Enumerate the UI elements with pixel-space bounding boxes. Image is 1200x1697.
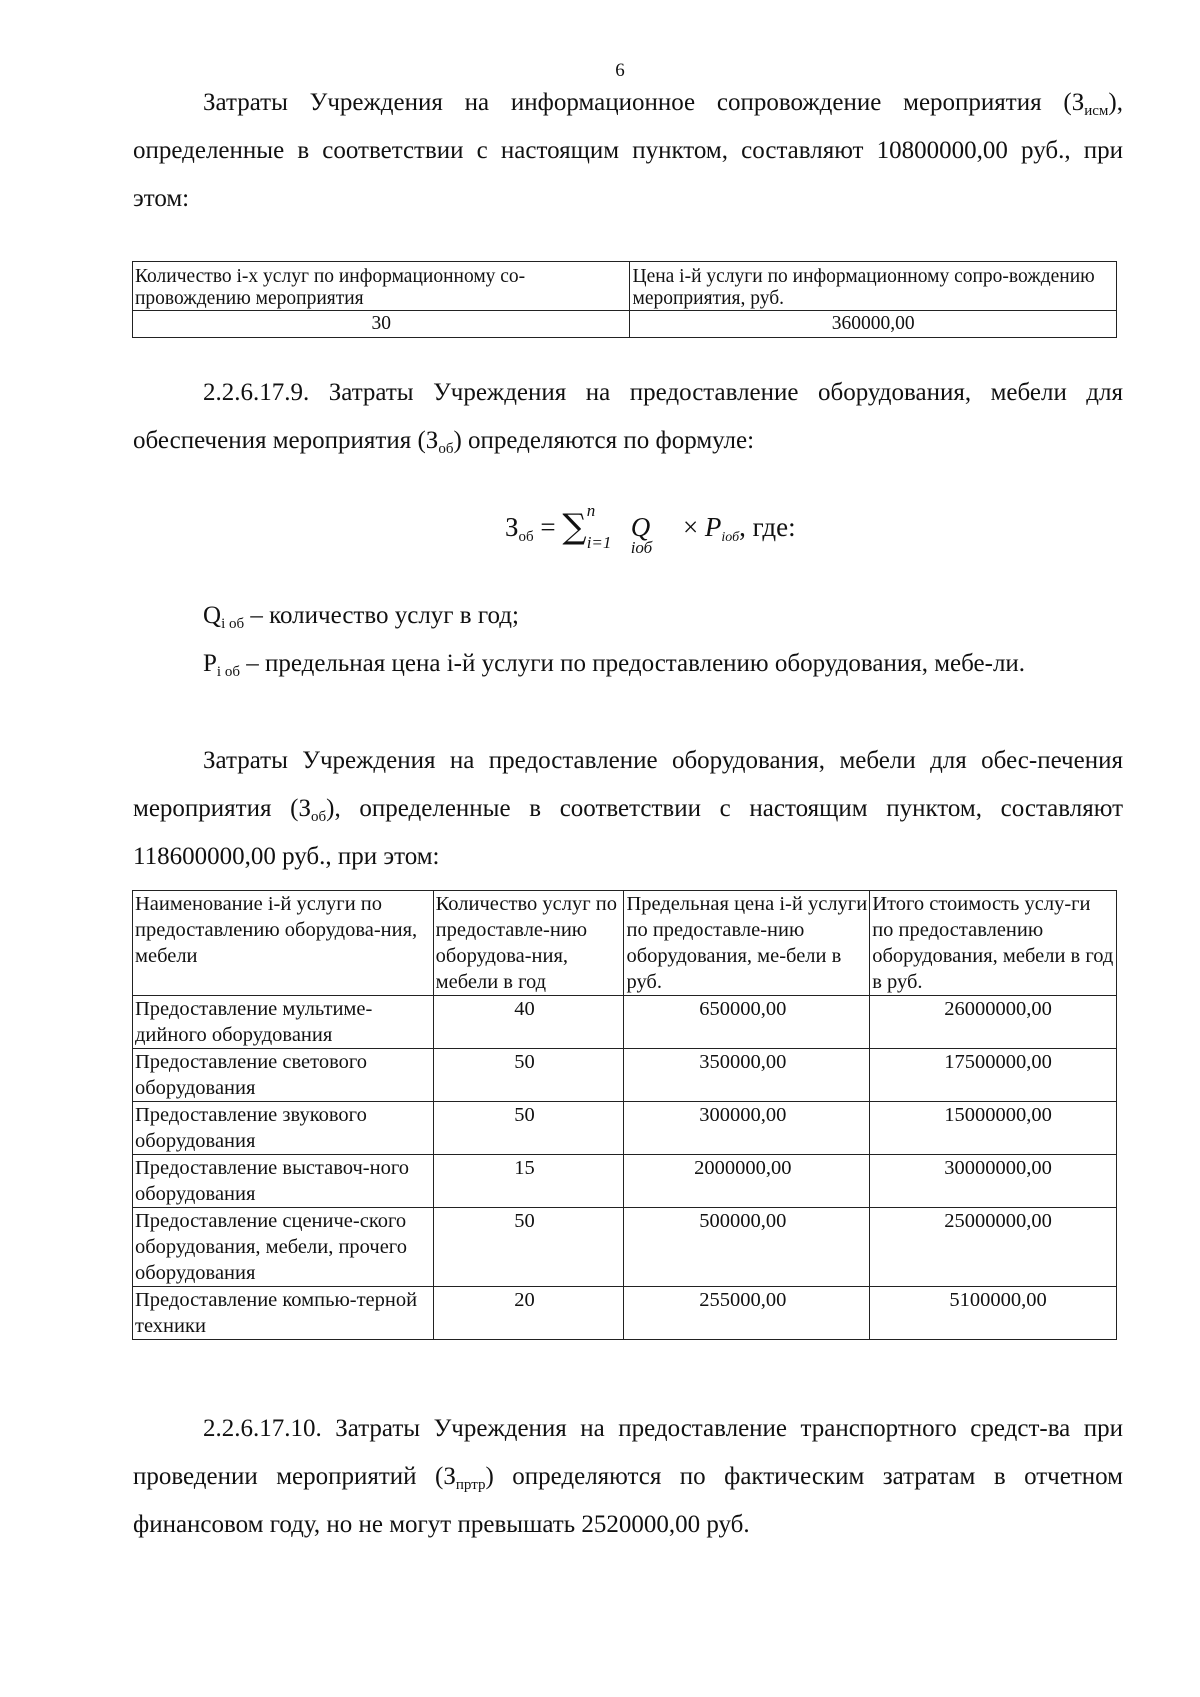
equipment-table (132, 890, 1117, 1340)
definition-q: $Q_{i об}$ – количество услуг в год; (203, 602, 519, 632)
price-cell: 500000,00 (624, 1208, 870, 1287)
service-name-cell: Предоставление выставоч-ного оборудования (133, 1155, 434, 1208)
price-cell: 350000,00 (624, 1049, 870, 1102)
page-number: 6 (615, 60, 625, 81)
table-header-cell: Количество i-х услуг по информационному со-провождению мероприятия (133, 262, 630, 311)
table-row (133, 1102, 1117, 1155)
definition-p: $P_{i об}$ – предельная цена i-й услуги по предоставлению оборудования, мебе-ли. (203, 650, 1026, 680)
subscript-ism: исм (1084, 103, 1109, 119)
price-cell: 2000000,00 (624, 1155, 870, 1208)
table-row (133, 1287, 1117, 1340)
sum-lower-limit: i=1 (586, 532, 612, 552)
table-row (133, 311, 1117, 338)
table-row (133, 1155, 1117, 1208)
price-cell: 650000,00 (624, 996, 870, 1049)
service-name-cell: Предоставление компью-терной техники (133, 1287, 434, 1340)
table-header-cell: Наименование i-й услуги по предоставлению оборудова-ния, мебели (133, 891, 434, 996)
price-cell: 360000,00 (630, 311, 1117, 338)
table-row (133, 1208, 1117, 1287)
table-header-cell: Цена i-й услуги по информационному сопро-вождению мероприятия, руб. (630, 262, 1117, 311)
quantity-cell: 20 (433, 1287, 624, 1340)
quantity-cell: 50 (433, 1102, 624, 1155)
quantity-cell: 40 (433, 996, 624, 1049)
subscript-ob: об (438, 441, 454, 457)
table-header-row (133, 262, 1117, 311)
paragraph-equipment-costs: Затраты Учреждения на предоставление оборудования, мебели для обес-печения мероприятия $(З_{об})$, определенные в соответствии с настоящим пунктом, составляют 118600000,00 руб., при этом: (133, 747, 1124, 870)
paragraph-2-2-6-17-10: 2.2.6.17.10. Затраты Учреждения на предоставление транспортного средст-ва при проведении мероприятий $(З_{пртр})$ определяются по фактическим затратам в отчетном финансовом году, но не могут превышать 2520000,00 руб. (133, 1415, 1123, 1538)
total-cell: 17500000,00 (870, 1049, 1117, 1102)
table-row (133, 996, 1117, 1049)
service-name-cell: Предоставление мультиме-дийного оборудования (133, 996, 434, 1049)
total-cell: 25000000,00 (870, 1208, 1117, 1287)
quantity-cell: 15 (433, 1155, 624, 1208)
subscript-ob: об (311, 809, 327, 825)
quantity-cell: 50 (433, 1049, 624, 1102)
subscript-prtr: пртр (455, 1477, 486, 1493)
sum-upper-limit: n (586, 500, 596, 520)
table-header-cell: Итого стоимость услу-ги по предоставлению оборудования, мебели в год в руб. (870, 891, 1117, 996)
total-cell: 30000000,00 (870, 1155, 1117, 1208)
quantity-cell: 50 (433, 1208, 624, 1287)
sum-symbol: ∑ (562, 507, 587, 547)
service-name-cell: Предоставление светового оборудования (133, 1049, 434, 1102)
total-cell: 5100000,00 (870, 1287, 1117, 1340)
paragraph-2-2-6-17-9: 2.2.6.17.9. Затраты Учреждения на предоставление оборудования, мебели для обеспечения мероприятия $(З_{об})$ определяются по формуле: (133, 379, 1123, 457)
price-cell: 255000,00 (624, 1287, 870, 1340)
table-header-cell: Предельная цена i-й услуги по предоставле-нию оборудования, ме-бели в руб. (624, 891, 870, 996)
total-cell: 26000000,00 (870, 996, 1117, 1049)
quantity-cell: 30 (133, 311, 630, 338)
info-support-table (132, 261, 1117, 338)
price-cell: 300000,00 (624, 1102, 870, 1155)
service-name-cell: Предоставление звукового оборудования (133, 1102, 434, 1155)
total-cell: 15000000,00 (870, 1102, 1117, 1155)
table-header-cell: Количество услуг по предоставле-нию оборудова-ния, мебели в год (433, 891, 624, 996)
service-name-cell: Предоставление сцениче-ского оборудования, мебели, прочего оборудования (133, 1208, 434, 1287)
table-header-row (133, 891, 1117, 996)
cost-formula: $З_{об}$ = ∑ n i=1 Q iоб × Piоб, где: (505, 500, 796, 557)
paragraph-info-support-costs: Затраты Учреждения на информационное сопровождение мероприятия $(З_{исм})$, определенные в соответствии с настоящим пунктом, составляют 10800000,00 руб., при этом: (133, 89, 1123, 212)
table-row (133, 1049, 1117, 1102)
